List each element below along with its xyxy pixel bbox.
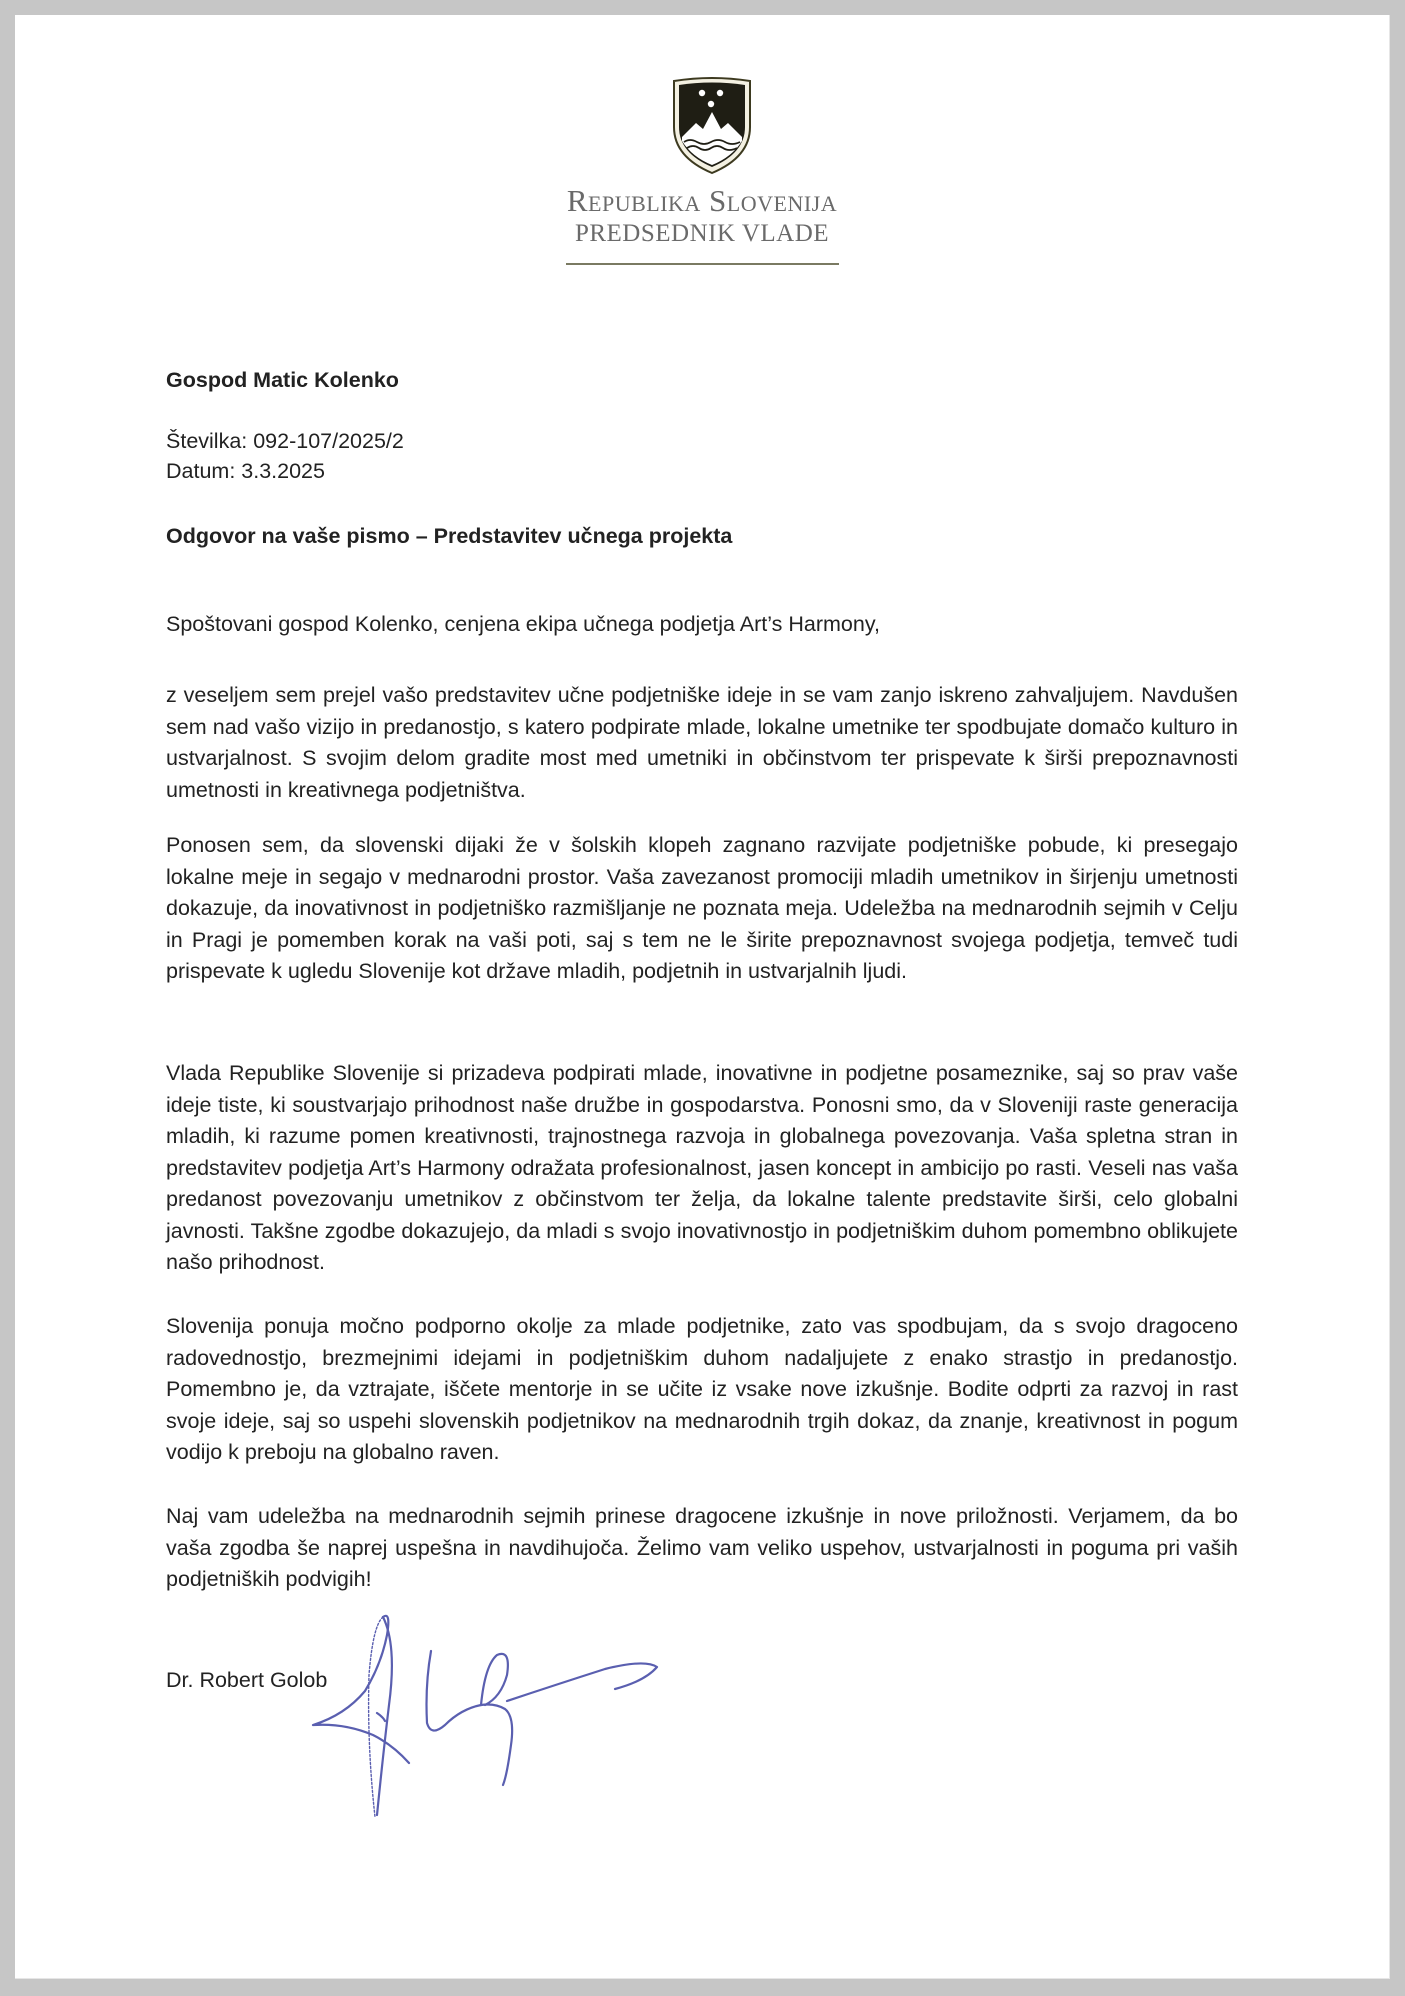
- document-meta: [166, 426, 404, 486]
- signer-name: Dr. Robert Golob: [166, 1668, 328, 1692]
- paragraph-3: Vlada Republike Slovenije si prizadeva podpirati mlade, inovativne in podjetne posameznike, saj so prav vaše ideje tiste, ki soustvarjajo prihodnost naše družbe in gospodarstva. Ponosni smo, da v Sloveniji raste generacija mladih, ki razume pomen kreativnosti, trajnostnega razvoja in globalnega povezovanja. Vaša spletna stran in predstavitev podjetja Art’s Harmony odražata profesionalnost, jasen koncept in ambicijo po rasti. Veseli nas vaša predanost povezovanju umetnikov z občinstvom ter želja, da lokalne talente predstavite širši, celo globalni javnosti. Takšne zgodbe dokazujejo, da mladi s svojo inovativnostjo in podjetniškim duhom pomembno oblikujete našo prihodnost.: [166, 1061, 1238, 1274]
- letterhead-office: PREDSEDNIK VLADE: [574, 220, 830, 247]
- letterhead: [15, 183, 1389, 265]
- letter-subject: Odgovor na vaše pismo – Predstavitev učnega projekta: [166, 524, 733, 548]
- paragraph-2: Ponosen sem, da slovenski dijaki že v šolskih klopeh zagnano razvijate podjetniške pobude, ki presegajo lokalne meje in segajo v mednarodni prostor. Vaša zavezanost promociji mladih umetnikov in širjenju umetnosti dokazuje, da inovativnost in podjetniško razmišljanje ne poznata meja. Udeležba na mednarodnih sejmih v Celju in Pragi je pomemben korak na vaši poti, saj s tem ne le širite prepoznavnost svojega podjetja, temveč tudi prispevate k ugledu Slovenije kot države mladih, podjetnih in ustvarjalnih ljudi.: [166, 833, 1238, 983]
- coat-of-arms-icon: [670, 75, 754, 175]
- handwritten-signature-icon: [285, 1605, 665, 1825]
- document-number: Številka: 092-107/2025/2: [166, 429, 404, 453]
- paragraph-4: Slovenija ponuja močno podporno okolje za mlade podjetnike, zato vas spodbujam, da s svojo dragoceno radovednostjo, brezmejnimi idejami in podjetniškim duhom nadaljujete z enako strastjo in predanostjo. Pomembno je, da vztrajate, iščete mentorje in se učite iz vsake nove izkušnje. Bodite odprti za razvoj in rast svoje ideje, saj so uspehi slovenskih podjetnikov na mednarodnih trgih dokaz, da znanje, kreativnost in pogum vodijo k preboju na globalno raven.: [166, 1314, 1238, 1464]
- salutation: Spoštovani gospod Kolenko, cenjena ekipa učnega podjetja Art’s Harmony,: [166, 612, 880, 636]
- paragraph-5: Naj vam udeležba na mednarodnih sejmih prinese dragocene izkušnje in nove priložnosti. Verjamem, da bo vaša zgodba še naprej uspešna in navdihujoča. Želimo vam veliko uspehov, ustvarjalnosti in poguma pri vaših podjetniških podvigih!: [166, 1504, 1238, 1591]
- paragraph-1: z veseljem sem prejel vašo predstavitev učne podjetniške ideje in se vam zanjo iskreno zahvaljujem. Navdušen sem nad vašo vizijo in predanostjo, s katero podpirate mlade, lokalne umetnike ter spodbujate domačo kulturo in ustvarjalnost. S svojim delom gradite most med umetniki in občinstvom ter prispevate k širši prepoznavnosti umetnosti in kreativnega podjetništva.: [166, 683, 1238, 802]
- letterhead-country: Republika Slovenija: [566, 183, 838, 218]
- recipient-name: Gospod Matic Kolenko: [166, 368, 399, 392]
- document-date: Datum: 3.3.2025: [166, 459, 325, 483]
- letterhead-divider: [566, 263, 839, 265]
- letter-page: [15, 15, 1390, 1979]
